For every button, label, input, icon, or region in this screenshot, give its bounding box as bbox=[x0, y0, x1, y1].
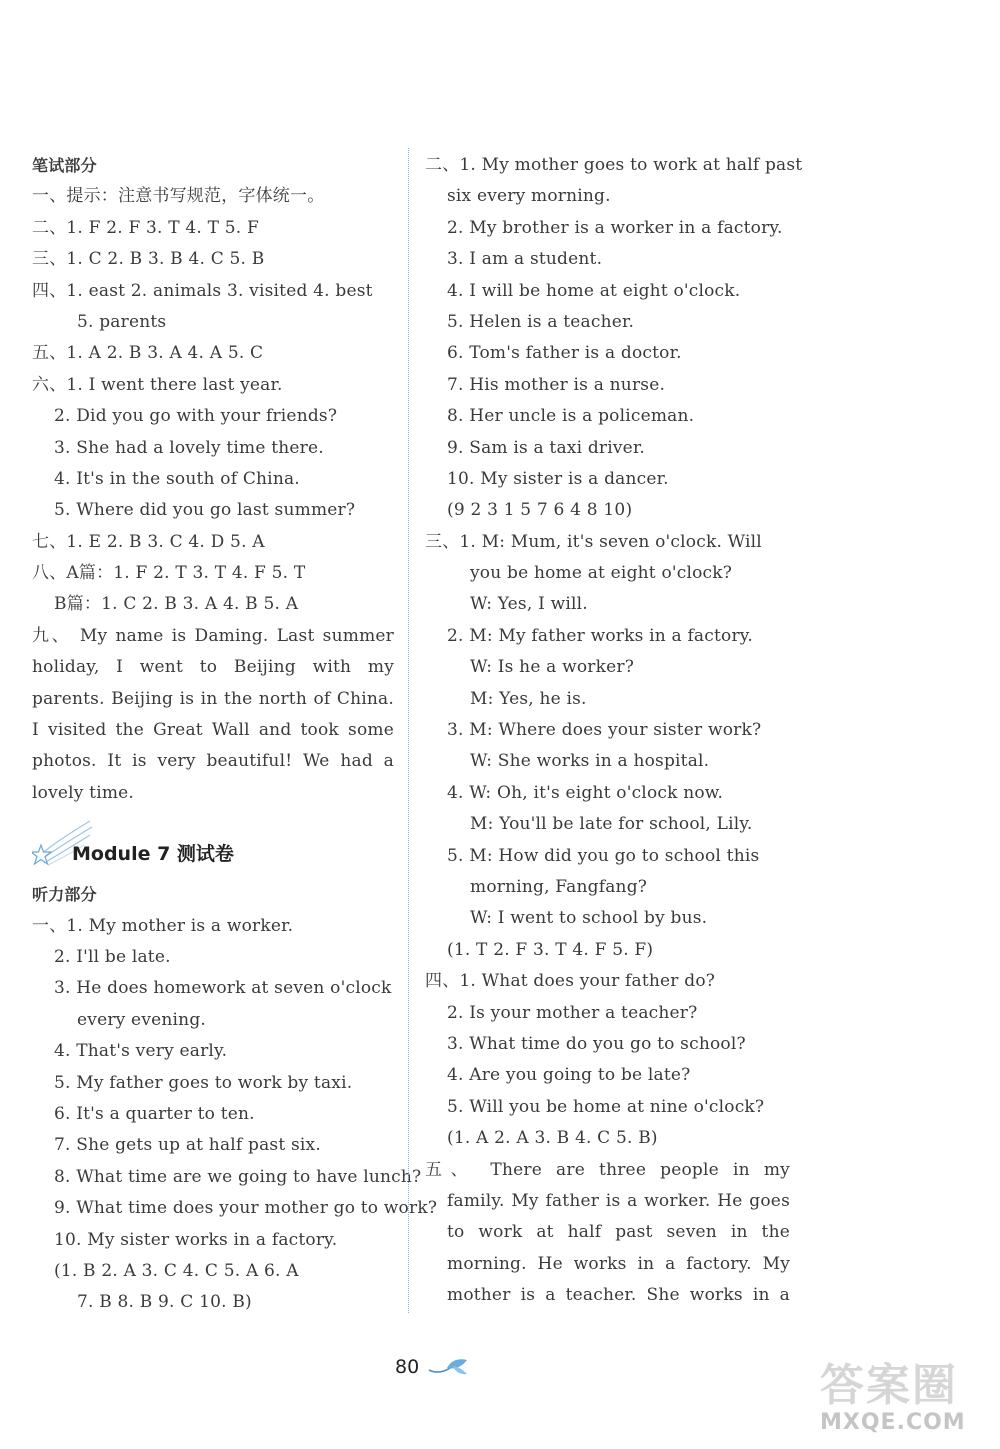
answer-line: W: She works in a hospital. bbox=[470, 751, 710, 772]
answer-line: W: I went to school by bus. bbox=[470, 908, 708, 929]
answer-line: 7. She gets up at half past six. bbox=[54, 1135, 321, 1156]
answer-line: W: Yes, I will. bbox=[470, 594, 588, 615]
watermark-url: MXQE.COM bbox=[820, 1410, 966, 1435]
answer-line: 9. What time does your mother go to work? bbox=[54, 1198, 438, 1219]
answer-line: 6. Tom's father is a doctor. bbox=[447, 343, 682, 364]
written-section bbox=[32, 150, 394, 809]
answer-line: 4. W: Oh, it's eight o'clock now. bbox=[447, 782, 724, 803]
answer-line: 10. My sister works in a factory. bbox=[54, 1229, 338, 1250]
answer-line: parents. Beijing is in the north of China. bbox=[32, 688, 394, 709]
answer-line: 5. Will you be home at nine o'clock? bbox=[447, 1096, 765, 1117]
answer-line: 4. I will be home at eight o'clock. bbox=[447, 280, 741, 301]
answer-line: 一、1. My mother is a worker. bbox=[32, 915, 294, 936]
watermark-logo-text: 答案圈 bbox=[820, 1360, 958, 1411]
answer-line: 6. It's a quarter to ten. bbox=[54, 1103, 255, 1124]
answer-line: 听力部分 bbox=[32, 885, 97, 905]
answer-line: 八、A篇：1. F 2. T 3. T 4. F 5. T bbox=[32, 563, 306, 584]
answer-line: 五、 There are three people in my bbox=[425, 1159, 790, 1180]
answer-line: morning. He works in a factory. My bbox=[447, 1253, 790, 1274]
answer-line: 4. It's in the south of China. bbox=[54, 468, 300, 489]
answer-line: 二、1. My mother goes to work at half past bbox=[425, 155, 803, 175]
module-heading bbox=[32, 809, 394, 879]
answer-line: 3. He does homework at seven o'clock bbox=[54, 978, 392, 999]
answer-line: 六、1. I went there last year. bbox=[32, 374, 283, 395]
answer-line: 2. My brother is a worker in a factory. bbox=[447, 217, 783, 238]
answer-line: 2. Is your mother a teacher? bbox=[447, 1002, 698, 1023]
answer-line: (1. A 2. A 3. B 4. C 5. B) bbox=[447, 1128, 658, 1149]
answer-line: family. My father is a worker. He goes bbox=[447, 1190, 790, 1211]
answer-line: photos. It is very beautiful! We had a bbox=[32, 751, 394, 772]
answer-line: (1. B 2. A 3. C 4. C 5. A 6. A bbox=[54, 1260, 299, 1281]
answer-line: 3. She had a lovely time there. bbox=[54, 437, 324, 458]
answer-line: 7. B 8. B 9. C 10. B) bbox=[77, 1292, 252, 1313]
listening-section bbox=[32, 879, 438, 1318]
answer-line: (1. T 2. F 3. T 4. F 5. F) bbox=[447, 939, 654, 960]
answer-line: lovely time. bbox=[32, 782, 135, 803]
answer-line: 3. M: Where does your sister work? bbox=[447, 720, 762, 741]
answer-line: W: Is he a worker? bbox=[470, 657, 635, 678]
answer-line: 8. What time are we going to have lunch? bbox=[54, 1166, 422, 1187]
answer-line: to work at half past seven in the bbox=[447, 1222, 790, 1243]
answer-line: 五、1. A 2. B 3. A 4. A 5. C bbox=[32, 343, 264, 364]
answer-line: morning, Fangfang? bbox=[470, 876, 648, 897]
answer-line: 7. His mother is a nurse. bbox=[447, 374, 666, 395]
leaf-ornament-icon bbox=[427, 1356, 471, 1378]
answer-line: mother is a teacher. She works in a bbox=[447, 1285, 790, 1306]
answer-line: 四、1. east 2. animals 3. visited 4. best bbox=[32, 280, 373, 301]
answer-line: 8. Her uncle is a policeman. bbox=[447, 406, 695, 427]
answer-line: every evening. bbox=[77, 1009, 207, 1030]
answer-line: 5. Helen is a teacher. bbox=[447, 311, 635, 332]
answer-line: 5. M: How did you go to school this bbox=[447, 845, 760, 866]
answer-line: 三、1. M: Mum, it's seven o'clock. Will bbox=[425, 531, 762, 552]
answer-line: holiday, I went to Beijing with my bbox=[32, 657, 394, 678]
page-number: 80 bbox=[395, 1356, 420, 1378]
answer-line: M: You'll be late for school, Lily. bbox=[470, 814, 753, 835]
column-divider bbox=[408, 148, 409, 1313]
answer-line: 5. Where did you go last summer? bbox=[54, 500, 356, 521]
answer-line: I visited the Great Wall and took some bbox=[32, 720, 394, 741]
answer-line: 9. Sam is a taxi driver. bbox=[447, 437, 646, 458]
answer-line: B篇：1. C 2. B 3. A 4. B 5. A bbox=[54, 594, 299, 615]
answer-line: 九、 My name is Daming. Last summer bbox=[32, 625, 394, 646]
answer-line: 笔试部分 bbox=[32, 156, 97, 175]
answer-line: 4. That's very early. bbox=[54, 1041, 228, 1062]
answer-line: (9 2 3 1 5 7 6 4 8 10) bbox=[447, 500, 633, 521]
answer-line: 2. M: My father works in a factory. bbox=[447, 625, 753, 646]
answer-line: 10. My sister is a dancer. bbox=[447, 468, 669, 489]
module-title: Module 7 测试卷 bbox=[72, 843, 234, 866]
right-column bbox=[425, 150, 803, 1311]
answer-line: 七、1. E 2. B 3. C 4. D 5. A bbox=[32, 531, 265, 552]
answer-line: 二、1. F 2. F 3. T 4. T 5. F bbox=[32, 217, 259, 238]
answer-line: 2. Did you go with your friends? bbox=[54, 406, 338, 427]
answer-line: 三、1. C 2. B 3. B 4. C 5. B bbox=[32, 249, 265, 270]
answer-line: 5. parents bbox=[77, 311, 167, 332]
answer-line: 四、1. What does your father do? bbox=[425, 971, 716, 992]
answer-line: 5. My father goes to work by taxi. bbox=[54, 1072, 353, 1093]
answer-line: 3. What time do you go to school? bbox=[447, 1033, 746, 1054]
page-footer bbox=[395, 1352, 471, 1382]
watermark bbox=[820, 1361, 990, 1441]
answer-line: six every morning. bbox=[447, 186, 611, 207]
answer-line: 一、提示：注意书写规范，字体统一。 bbox=[32, 186, 325, 207]
left-column bbox=[32, 150, 438, 1319]
answer-line: M: Yes, he is. bbox=[470, 688, 587, 709]
answer-line: you be home at eight o'clock? bbox=[470, 563, 733, 584]
answer-line: 4. Are you going to be late? bbox=[447, 1065, 691, 1086]
answer-line: 3. I am a student. bbox=[447, 249, 603, 270]
answer-line: 2. I'll be late. bbox=[54, 946, 171, 967]
